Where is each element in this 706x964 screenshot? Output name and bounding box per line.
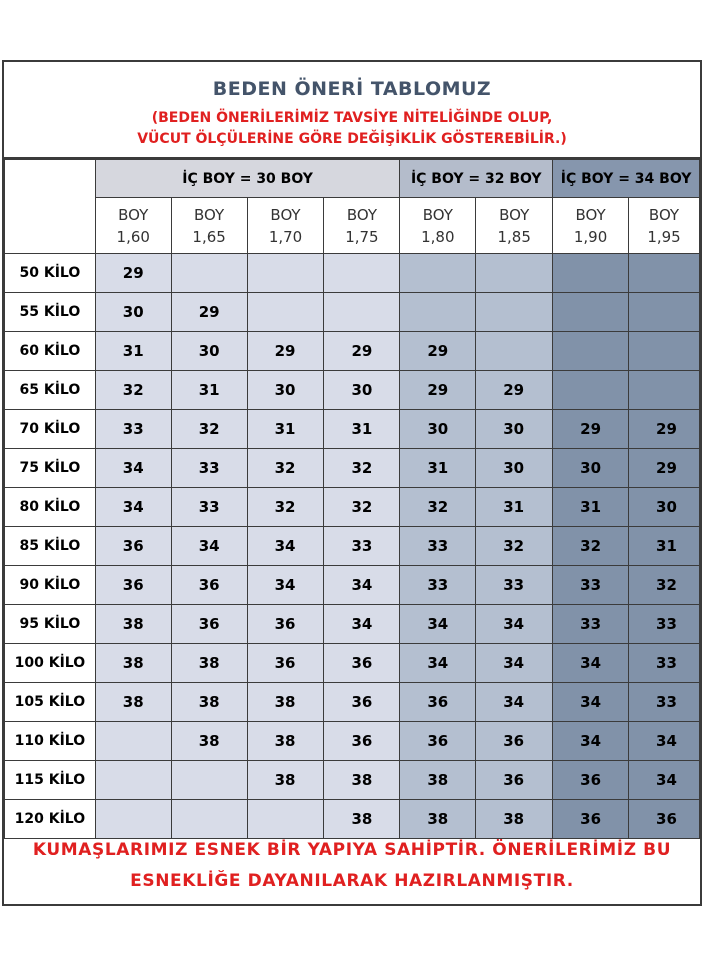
weight-label: 55 KİLO — [5, 293, 96, 332]
size-cell: 31 — [324, 410, 400, 449]
height-header-value: 1,95 — [647, 227, 681, 246]
size-cell: 32 — [324, 449, 400, 488]
size-cell — [629, 293, 700, 332]
size-cell: 31 — [400, 449, 476, 488]
height-header-value: 1,60 — [116, 227, 150, 246]
size-cell: 31 — [629, 527, 700, 566]
table-row — [5, 410, 700, 449]
size-cell: 31 — [553, 488, 629, 527]
table-row — [5, 293, 700, 332]
size-cell: 38 — [324, 800, 400, 839]
size-cell — [553, 332, 629, 371]
size-cell — [400, 254, 476, 293]
weight-label: 80 KİLO — [5, 488, 96, 527]
size-cell: 30 — [95, 293, 171, 332]
size-cell: 36 — [476, 722, 553, 761]
size-cell: 30 — [476, 449, 553, 488]
weight-label: 65 KİLO — [5, 371, 96, 410]
size-cell: 32 — [553, 527, 629, 566]
size-cell: 38 — [95, 605, 171, 644]
size-cell: 30 — [324, 371, 400, 410]
size-cell: 31 — [247, 410, 324, 449]
size-cell: 38 — [95, 683, 171, 722]
size-cell: 36 — [553, 761, 629, 800]
size-cell: 33 — [476, 566, 553, 605]
weight-label: 110 KİLO — [5, 722, 96, 761]
size-cell: 33 — [324, 527, 400, 566]
height-header-cell — [629, 198, 700, 254]
size-cell: 32 — [629, 566, 700, 605]
size-cell: 36 — [324, 722, 400, 761]
size-cell: 34 — [324, 605, 400, 644]
size-cell: 33 — [95, 410, 171, 449]
size-cell: 33 — [629, 605, 700, 644]
height-header-cell — [171, 198, 247, 254]
size-cell: 29 — [629, 449, 700, 488]
table-row — [5, 761, 700, 800]
size-cell: 34 — [553, 683, 629, 722]
size-cell — [171, 254, 247, 293]
weight-label: 90 KİLO — [5, 566, 96, 605]
group-header-30: İÇ BOY = 30 BOY — [95, 160, 400, 198]
size-cell: 38 — [171, 722, 247, 761]
size-cell: 38 — [247, 683, 324, 722]
size-cell: 36 — [171, 566, 247, 605]
size-cell — [476, 332, 553, 371]
size-cell: 36 — [95, 527, 171, 566]
height-header-cell — [247, 198, 324, 254]
size-cell: 38 — [171, 644, 247, 683]
table-row — [5, 566, 700, 605]
table-row — [5, 332, 700, 371]
weight-label: 50 KİLO — [5, 254, 96, 293]
size-cell: 29 — [95, 254, 171, 293]
table-row — [5, 254, 700, 293]
size-cell: 29 — [324, 332, 400, 371]
size-cell: 29 — [400, 371, 476, 410]
size-cell: 33 — [171, 488, 247, 527]
corner-cell — [5, 160, 96, 254]
height-header-cell — [324, 198, 400, 254]
size-cell: 38 — [247, 722, 324, 761]
size-cell: 34 — [247, 527, 324, 566]
size-cell: 34 — [629, 761, 700, 800]
height-header-top: BOY — [422, 205, 453, 224]
size-cell: 34 — [324, 566, 400, 605]
size-cell: 38 — [476, 800, 553, 839]
height-header-value: 1,90 — [573, 227, 608, 246]
size-cell — [95, 761, 171, 800]
table-row — [5, 644, 700, 683]
size-cell: 36 — [324, 683, 400, 722]
subtitle-line-1: (BEDEN ÖNERİLERİMİZ TAVSİYE NİTELİĞİNDE OLUP, — [151, 110, 553, 126]
size-cell: 30 — [171, 332, 247, 371]
size-cell — [553, 293, 629, 332]
size-chart-frame — [2, 60, 702, 906]
height-header-top: BOY — [575, 205, 606, 224]
size-cell — [629, 332, 700, 371]
size-cell — [553, 371, 629, 410]
size-cell: 30 — [476, 410, 553, 449]
size-cell — [171, 761, 247, 800]
size-cell: 34 — [476, 644, 553, 683]
size-cell — [324, 254, 400, 293]
weight-label: 105 KİLO — [5, 683, 96, 722]
size-cell: 33 — [400, 566, 476, 605]
footer-line-2: ESNEKLİĞE DAYANILARAK HAZIRLANMIŞTIR. — [130, 871, 574, 891]
size-cell: 29 — [553, 410, 629, 449]
height-header-value: 1,85 — [497, 227, 531, 246]
title-box — [4, 62, 700, 159]
size-cell: 34 — [171, 527, 247, 566]
height-header-value: 1,65 — [192, 227, 226, 246]
size-cell: 34 — [400, 644, 476, 683]
size-table — [4, 159, 700, 839]
size-cell: 34 — [553, 722, 629, 761]
weight-label: 95 KİLO — [5, 605, 96, 644]
size-cell: 36 — [476, 761, 553, 800]
weight-label: 75 KİLO — [5, 449, 96, 488]
size-cell: 34 — [95, 488, 171, 527]
size-cell — [629, 254, 700, 293]
table-row — [5, 605, 700, 644]
weight-label: 60 KİLO — [5, 332, 96, 371]
height-header-value: 1,70 — [268, 227, 303, 246]
weight-label: 85 KİLO — [5, 527, 96, 566]
group-header-34: İÇ BOY = 34 BOY — [553, 160, 700, 198]
weight-label: 70 KİLO — [5, 410, 96, 449]
weight-label: 120 KİLO — [5, 800, 96, 839]
size-cell: 33 — [553, 566, 629, 605]
size-cell: 30 — [400, 410, 476, 449]
table-row — [5, 800, 700, 839]
size-cell: 32 — [247, 488, 324, 527]
size-cell: 31 — [95, 332, 171, 371]
size-cell — [247, 254, 324, 293]
height-header-top: BOY — [648, 205, 680, 224]
size-cell: 36 — [247, 605, 324, 644]
chart-title: BEDEN ÖNERİ TABLOMUZ — [212, 78, 492, 100]
table-row — [5, 683, 700, 722]
size-cell: 29 — [171, 293, 247, 332]
size-cell: 38 — [400, 800, 476, 839]
size-cell: 33 — [400, 527, 476, 566]
size-cell — [171, 800, 247, 839]
size-cell — [247, 800, 324, 839]
size-cell: 36 — [629, 800, 700, 839]
size-cell — [553, 254, 629, 293]
height-header-row — [5, 198, 700, 254]
table-row — [5, 449, 700, 488]
size-cell: 34 — [476, 605, 553, 644]
size-cell: 36 — [324, 644, 400, 683]
height-header-top: BOY — [346, 205, 377, 224]
size-cell: 29 — [476, 371, 553, 410]
size-cell: 32 — [95, 371, 171, 410]
footer-line-1: KUMAŞLARIMIZ ESNEK BİR YAPIYA SAHİPTİR. ÖNERİLERİMİZ BU — [32, 840, 672, 860]
size-cell: 32 — [324, 488, 400, 527]
size-cell: 36 — [95, 566, 171, 605]
group-header-32: İÇ BOY = 32 BOY — [400, 160, 553, 198]
size-cell: 30 — [247, 371, 324, 410]
height-header-top: BOY — [194, 205, 225, 224]
height-header-top: BOY — [499, 205, 530, 224]
size-cell: 34 — [400, 605, 476, 644]
size-cell: 38 — [400, 761, 476, 800]
weight-label: 100 KİLO — [5, 644, 96, 683]
size-cell: 33 — [629, 644, 700, 683]
size-cell: 33 — [171, 449, 247, 488]
weight-label: 115 KİLO — [5, 761, 96, 800]
size-cell — [400, 293, 476, 332]
size-cell — [247, 293, 324, 332]
size-cell: 34 — [247, 566, 324, 605]
size-cell: 36 — [553, 800, 629, 839]
size-cell: 31 — [476, 488, 553, 527]
height-header-cell — [400, 198, 476, 254]
size-cell: 38 — [95, 644, 171, 683]
size-cell: 34 — [553, 644, 629, 683]
size-cell: 38 — [171, 683, 247, 722]
size-cell — [95, 722, 171, 761]
size-cell: 38 — [324, 761, 400, 800]
size-cell — [629, 371, 700, 410]
size-cell: 34 — [95, 449, 171, 488]
height-header-value: 1,80 — [421, 227, 455, 246]
size-cell: 34 — [629, 722, 700, 761]
height-header-top: BOY — [118, 205, 149, 224]
size-cell: 34 — [476, 683, 553, 722]
size-cell: 36 — [247, 644, 324, 683]
table-row — [5, 527, 700, 566]
size-cell — [95, 800, 171, 839]
footer-note — [4, 835, 700, 904]
size-cell: 30 — [553, 449, 629, 488]
size-cell: 29 — [629, 410, 700, 449]
size-cell: 32 — [171, 410, 247, 449]
size-cell — [324, 293, 400, 332]
table-row — [5, 488, 700, 527]
height-header-cell — [95, 198, 171, 254]
size-cell: 33 — [553, 605, 629, 644]
subtitle-line-2: VÜCUT ÖLÇÜLERİNE GÖRE DEĞİŞİKLİK GÖSTEREBİLİR.) — [137, 131, 567, 147]
size-cell — [476, 254, 553, 293]
size-cell: 36 — [400, 683, 476, 722]
size-cell: 32 — [476, 527, 553, 566]
size-cell: 36 — [171, 605, 247, 644]
size-cell: 29 — [400, 332, 476, 371]
size-cell: 29 — [247, 332, 324, 371]
height-header-top: BOY — [270, 205, 301, 224]
chart-subtitle — [4, 108, 700, 150]
size-cell: 38 — [247, 761, 324, 800]
table-row — [5, 722, 700, 761]
size-cell: 32 — [247, 449, 324, 488]
size-cell: 32 — [400, 488, 476, 527]
size-cell: 31 — [171, 371, 247, 410]
height-header-cell — [476, 198, 553, 254]
height-header-cell — [553, 198, 629, 254]
size-cell: 30 — [629, 488, 700, 527]
size-cell — [476, 293, 553, 332]
table-row — [5, 371, 700, 410]
size-cell: 33 — [629, 683, 700, 722]
height-header-value: 1,75 — [345, 227, 379, 246]
size-cell: 36 — [400, 722, 476, 761]
